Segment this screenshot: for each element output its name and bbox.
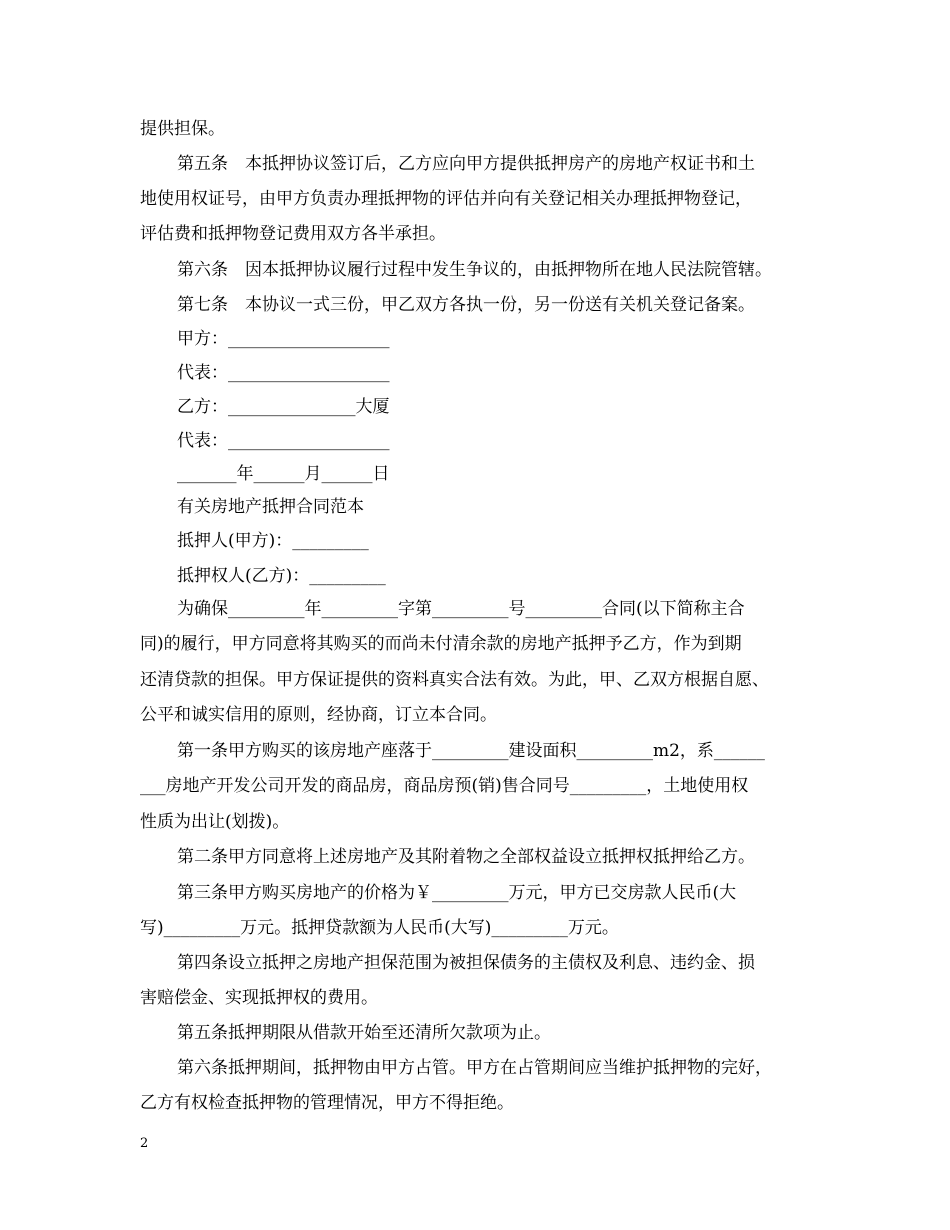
text-line: 第三条甲方购买房地产的价格为￥_________万元，甲方已交房款人民币(大: [177, 883, 737, 903]
text-line: 第五条抵押期限从借款开始至还清所欠款项为止。: [177, 1023, 551, 1043]
text-line: 同)的履行，甲方同意将其购买的而尚未付清余款的房地产抵押予乙方，作为到期: [140, 634, 742, 654]
section-title: 有关房地产抵押合同范本: [177, 497, 364, 517]
text-line: 性质为出让(划拨)。: [140, 812, 290, 832]
text-line: 第六条 因本抵押协议履行过程中发生争议的，由抵押物所在地人民法院管辖。: [177, 260, 772, 280]
text-line: 提供担保。: [140, 119, 225, 139]
text-line: 为确保_________年_________字第_________号_________合同(以下简称主合: [177, 599, 745, 619]
text-line: 第七条 本协议一式三份，甲乙双方各执一份，另一份送有关机关登记备案。: [177, 295, 755, 315]
signature-line: 代表：___________________: [177, 363, 390, 383]
signature-line: 甲方：___________________: [177, 329, 390, 349]
text-line: 乙方有权检查抵押物的管理情况，甲方不得拒绝。: [140, 1093, 514, 1113]
text-line: 第五条 本抵押协议签订后，乙方应向甲方提供抵押房产的房地产权证书和土: [177, 154, 755, 174]
page-number: 2: [140, 1136, 149, 1151]
text-line: 公平和诚实信用的原则，经协商，订立本合同。: [140, 705, 497, 725]
text-line: ___房地产开发公司开发的商品房，商品房预(销)售合同号_________，土地使用权: [140, 776, 749, 796]
party-line: 抵押人(甲方)：_________: [177, 531, 369, 551]
text-line: 还清贷款的担保。甲方保证提供的资料真实合法有效。为此，甲、乙双方根据自愿、: [140, 670, 769, 690]
text-line: 第四条设立抵押之房地产担保范围为被担保债务的主债权及利息、违约金、损: [177, 953, 755, 973]
text-line: 评估费和抵押物登记费用双方各半承担。: [140, 224, 446, 244]
text-line: 第二条甲方同意将上述房地产及其附着物之全部权益设立抵押权抵押给乙方。: [177, 847, 755, 867]
date-line: _______年______月______日: [177, 464, 390, 484]
text-line: 写)_________万元。抵押贷款额为人民币(大写)_________万元。: [140, 918, 619, 938]
text-line: 第六条抵押期间，抵押物由甲方占管。甲方在占管期间应当维护抵押物的完好，: [177, 1058, 772, 1078]
text-line: 地使用权证号，由甲方负责办理抵押物的评估并向有关登记相关办理抵押物登记，: [140, 189, 752, 209]
text-line: 害赔偿金、实现抵押权的费用。: [140, 988, 378, 1008]
signature-line: 乙方：_______________大厦: [177, 397, 390, 417]
signature-line: 代表：___________________: [177, 431, 390, 451]
text-line: 第一条甲方购买的该房地产座落于_________建设面积_________m2，系______: [177, 741, 765, 761]
party-line: 抵押权人(乙方)：_________: [177, 566, 386, 586]
